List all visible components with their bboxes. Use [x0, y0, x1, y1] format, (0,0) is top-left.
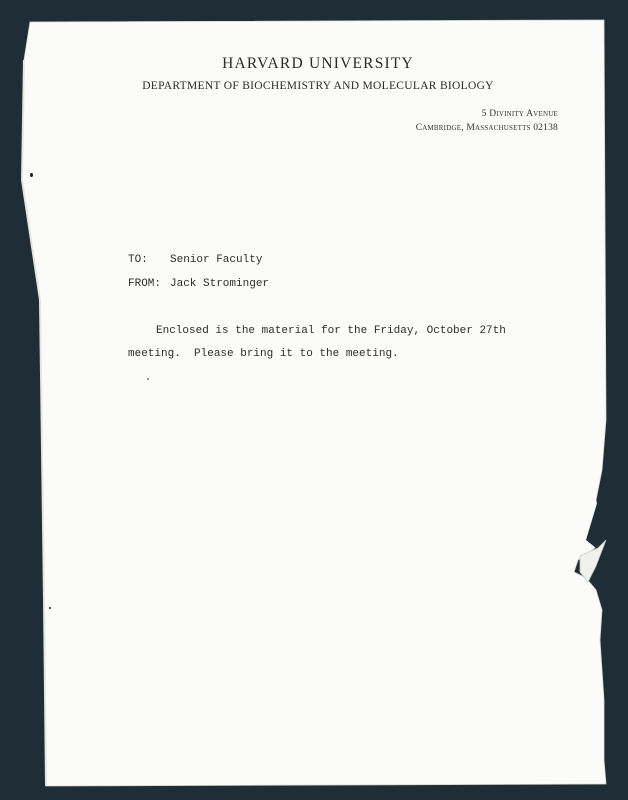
- to-label: TO:: [128, 254, 148, 266]
- from-label: FROM:: [128, 278, 162, 290]
- to-value: Senior Faculty: [170, 254, 263, 266]
- from-value: Jack Strominger: [170, 278, 270, 290]
- paper-page: [22, 20, 606, 786]
- university-name: HARVARD UNIVERSITY: [222, 55, 414, 72]
- address-city: Cambridge, Massachusetts 02138: [415, 123, 558, 133]
- address-street: 5 Divinity Avenue: [481, 109, 558, 119]
- ink-speck: [49, 607, 51, 609]
- memo-body-line-2: meeting. Please bring it to the meeting.: [128, 348, 399, 360]
- ink-speck: [30, 173, 33, 177]
- department-name: DEPARTMENT OF BIOCHEMISTRY AND MOLECULAR BIOLOGY: [142, 80, 494, 92]
- ink-speck: [147, 378, 149, 380]
- memo-body-line-1: Enclosed is the material for the Friday, October 27th: [156, 325, 506, 337]
